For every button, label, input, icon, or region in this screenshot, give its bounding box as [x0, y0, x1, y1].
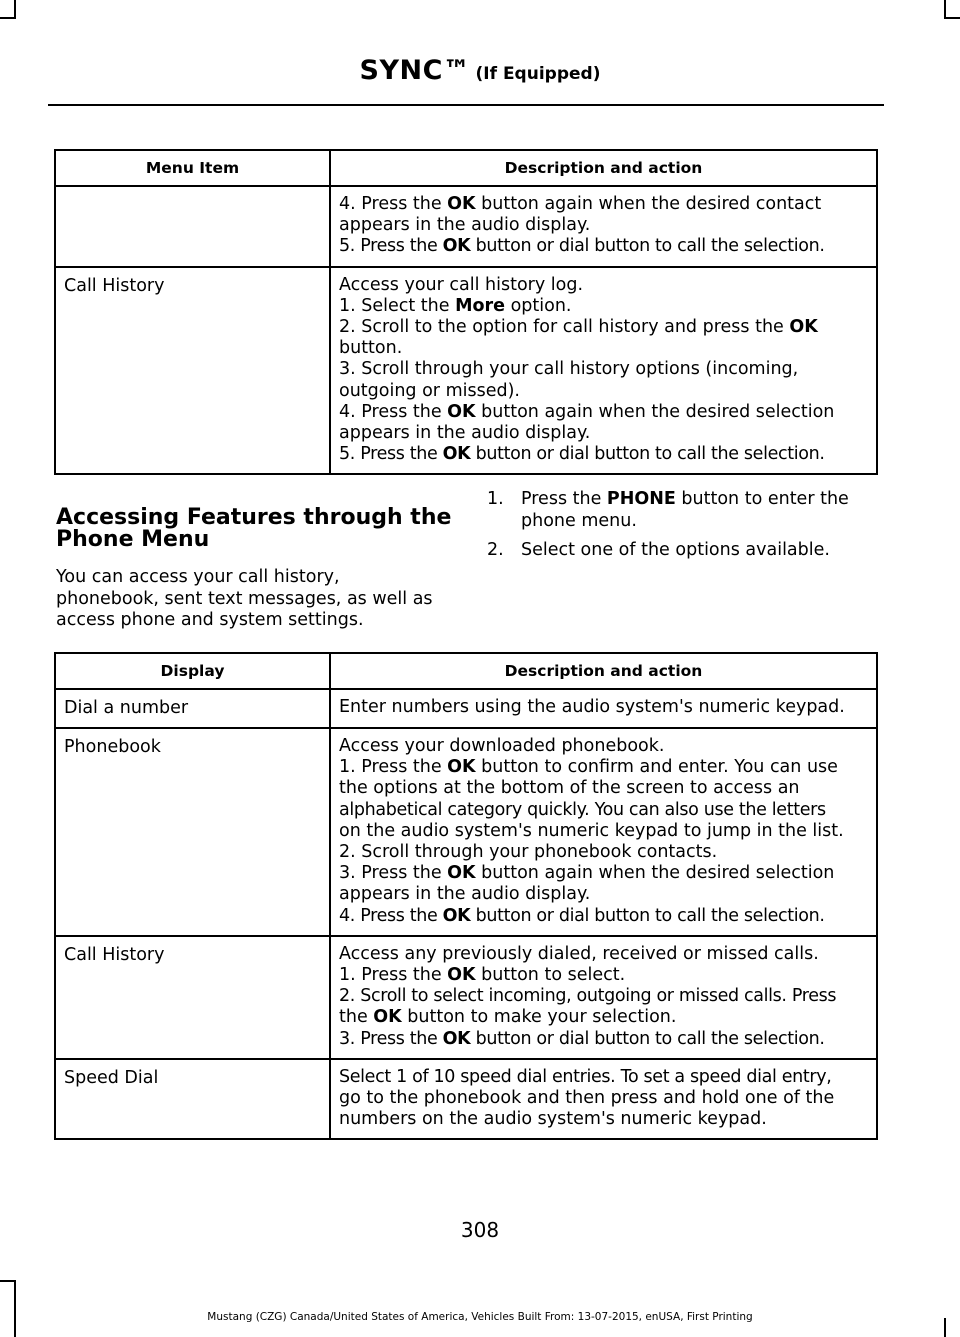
- section-phone-menu: [56, 505, 452, 632]
- steps-list: [487, 489, 882, 570]
- column-header: Menu Item: [55, 150, 330, 186]
- list-item: [487, 540, 882, 562]
- header-title: SYNC™: [359, 55, 471, 86]
- section-heading-line: Phone Menu: [56, 527, 210, 552]
- crop-mark: [0, 17, 16, 19]
- description-line: numbers on the audio system's numeric keypad.: [339, 1109, 767, 1130]
- column-header: Display: [55, 653, 330, 689]
- description-line: 2. Scroll to the option for call history and press the OK: [339, 317, 818, 338]
- row-description: [330, 728, 877, 936]
- description-line: Access your downloaded phonebook.: [339, 736, 665, 756]
- row-description: [330, 1059, 877, 1140]
- row-description: [330, 186, 877, 267]
- row-item: Dial a number: [55, 689, 330, 728]
- description-line: 4. Press the OK button again when the desired selection: [339, 401, 835, 422]
- table-row: [55, 689, 877, 728]
- header-rule: [48, 104, 884, 106]
- description-line: the options at the bottom of the screen to access an: [339, 778, 800, 799]
- row-item: Speed Dial: [55, 1059, 330, 1140]
- description-line: Enter numbers using the audio system's numeric keypad.: [339, 697, 845, 717]
- description-line: button.: [339, 338, 403, 359]
- description-line: go to the phonebook and then press and hold one of the: [339, 1088, 835, 1109]
- section-heading: [56, 505, 452, 552]
- description-line: 3. Press the OK button again when the desired selection: [339, 863, 835, 884]
- table-row: [55, 1059, 877, 1140]
- description-line: on the audio system's numeric keypad to jump in the list.: [339, 820, 844, 841]
- column-header: Description and action: [330, 653, 877, 689]
- row-item: [55, 186, 330, 267]
- description-line: 3. Press the OK button or dial button to call the selection.: [339, 1028, 825, 1049]
- description-line: 4. Press the OK button or dial button to call the selection.: [339, 905, 825, 926]
- description-line: Access your call history log.: [339, 274, 584, 295]
- table-row: [55, 936, 877, 1059]
- crop-mark: [944, 17, 960, 19]
- crop-mark: [14, 1280, 16, 1337]
- description-line: 5. Press the OK button or dial button to call the selection.: [339, 236, 825, 257]
- list-item: [487, 489, 882, 532]
- description-line: the OK button to make your selection.: [339, 1007, 677, 1028]
- crop-mark: [944, 0, 946, 18]
- step-text: Press the PHONE button to enter the phone menu.: [521, 489, 849, 531]
- header-subtitle: (If Equipped): [475, 64, 601, 84]
- page-number: 308: [460, 1218, 500, 1242]
- description-line: 3. Scroll through your call history options (incoming,: [339, 359, 799, 380]
- description-line: appears in the audio display.: [339, 423, 591, 444]
- column-header: Description and action: [330, 150, 877, 186]
- row-description: [330, 936, 877, 1059]
- row-description: [330, 689, 877, 728]
- description-line: 2. Scroll to select incoming, outgoing or missed calls. Press: [339, 986, 837, 1007]
- table-row: [55, 186, 877, 267]
- description-line: outgoing or missed).: [339, 380, 520, 401]
- description-line: 2. Scroll through your phonebook contacts.: [339, 842, 718, 863]
- description-line: 1. Press the OK button to confirm and enter. You can use: [339, 757, 838, 778]
- description-line: alphabetical category quickly. You can also use the letters: [339, 799, 826, 820]
- description-line: 4. Press the OK button again when the desired contact: [339, 194, 822, 214]
- description-line: appears in the audio display.: [339, 884, 591, 905]
- description-line: 5. Press the OK button or dial button to call the selection.: [339, 444, 825, 465]
- row-item: Call History: [55, 936, 330, 1059]
- crop-mark: [0, 1280, 16, 1282]
- description-line: appears in the audio display.: [339, 215, 591, 236]
- step-number: 1.: [487, 489, 504, 509]
- description-line: 1. Press the OK button to select.: [339, 965, 626, 986]
- table-row: [55, 267, 877, 475]
- display-table: [54, 652, 878, 1140]
- crop-mark: [14, 0, 16, 18]
- page-footer: Mustang (CZG) Canada/United States of America, Vehicles Built From: 13-07-2015, enUSA, First Printing: [207, 1311, 753, 1323]
- section-heading-line: Accessing Features through the: [56, 505, 452, 530]
- description-line: Select 1 of 10 speed dial entries. To set a speed dial entry,: [339, 1066, 832, 1087]
- page-header: [0, 55, 960, 86]
- section-body: You can access your call history, phonebook, sent text messages, as well as access phone and system settings.: [56, 567, 433, 630]
- description-line: Access any previously dialed, received or missed calls.: [339, 943, 819, 964]
- step-text: Select one of the options available.: [521, 540, 830, 560]
- table-row: [55, 728, 877, 936]
- step-number: 2.: [487, 540, 504, 560]
- row-description: [330, 267, 877, 475]
- row-item: Phonebook: [55, 728, 330, 936]
- description-line: 1. Select the More option.: [339, 295, 572, 316]
- row-item: Call History: [55, 267, 330, 475]
- menu-item-table: [54, 149, 878, 475]
